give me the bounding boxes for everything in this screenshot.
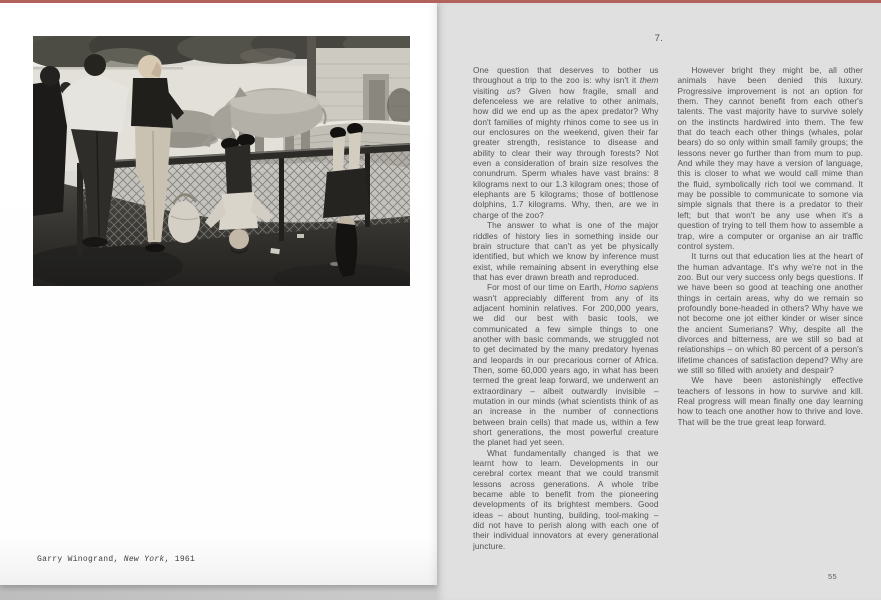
body-paragraph: The answer to what is one of the major riddles of history lies in something inside our brain structure that can't as yet be physically identified, but which we know by inference must exist, while remaining absent in everything else that has ever drawn breath and reproduced. (473, 220, 659, 282)
chapter-number: 7. (654, 33, 664, 44)
body-paragraph: What fundamentally changed is that we learnt how to learn. Developments in our cerebral cortex meant that we could transmit lessons across generations. A whole tribe became able to benefit from the pioneering developments of its brightest members. Good ideas – about hunting, building, tool-making – did not have to perish along with each one of their individual innovators at every generational juncture. (473, 447, 659, 551)
body-paragraph: It turns out that education lies at the heart of the human advantage. It's why we're not in the zoo. But our very success only begs questions. If we have been so good at teaching one another things in certain areas, why do we remain so profoundly bone-headed in others? Why have we not become one jot either kinder or wiser since the ancient Sumerians? Why, despite all the divorces and bitterness, are we still so bad at relationships – on which 80 percent of a person's lifetime chances of satisfaction depend? Why are we still so filled with anxiety and despair? (677, 251, 864, 375)
top-accent-bar (0, 0, 881, 3)
text-column-left (473, 65, 659, 551)
left-page (0, 3, 437, 585)
body-paragraph: One question that deserves to bother us throughout a trip to the zoo is: why isn't it them visiting us? Given how fragile, small and defenceless we are relative to other animals, how did we end up as the apex predator? Why don't families of mighty rhinos come to see us in our enclosures on the weekend, given their far greater strength, resistance to disease and ability to clear their way through forests? Not even a consideration of brain size resolves the conundrum. Sperm whales have vast brains: 8 kilograms next to our 1.3 kilogram ones; those of elephants are 5 kilograms; those of bottlenose dolphins, 1.7 kilograms. Why, then, are we in charge of the zoo? (473, 65, 659, 220)
page-number: 55 (828, 572, 837, 581)
photo-caption: Garry Winogrand, New York, 1961 (37, 555, 196, 564)
body-paragraph: However bright they might be, all other animals have been denied this luxury. Progressive improvement is not an option for them. They cannot benefit from each other's talents. The vast majority have to survive solely on the instincts hardwired into them. The few that do teach each other things (whales, polar bears) do so only within small family groups; the lessons never go further than from mum to pup. And while they may have a version of language, this is closer to what we would call mime than the fluid, symbolically rich tool we command. It may be possible to communicate to somone via simple signals that there is a predator to their left; but that won't be any use when it's a question of trying to tell them how to assemble a trap, wire a computer or organise an air traffic control system. (677, 65, 863, 251)
zoo-photograph (33, 36, 410, 286)
text-columns (473, 65, 863, 551)
body-paragraph: We have been astonishingly effective teachers of lessons in how to survive and kill. Real progress will mean finally one day learning how to teach one another how to thrive and love. That will be the true great leap forward. (677, 375, 863, 427)
body-paragraph: For most of our time on Earth, Homo sapiens wasn't appreciably different from any of its adjacent hominin relatives. For 200,000 years, we did our best with basic tools, we communicated a few simple things to one another with basic commands, we struggled not to get decimated by the many predatory hyenas and leopards in our precarious corner of Africa. Then, some 60,000 years ago, in what has been termed the great leap forward, we underwent an extraordinary – albeit outwardly invisible – mutation in our minds (what scientists think of as an increase in the number of connections between brain cells) that made us, within a few short generations, the most powerful creature the planet had yet seen. (473, 282, 659, 448)
right-page (437, 3, 881, 600)
text-column-right (678, 65, 864, 551)
